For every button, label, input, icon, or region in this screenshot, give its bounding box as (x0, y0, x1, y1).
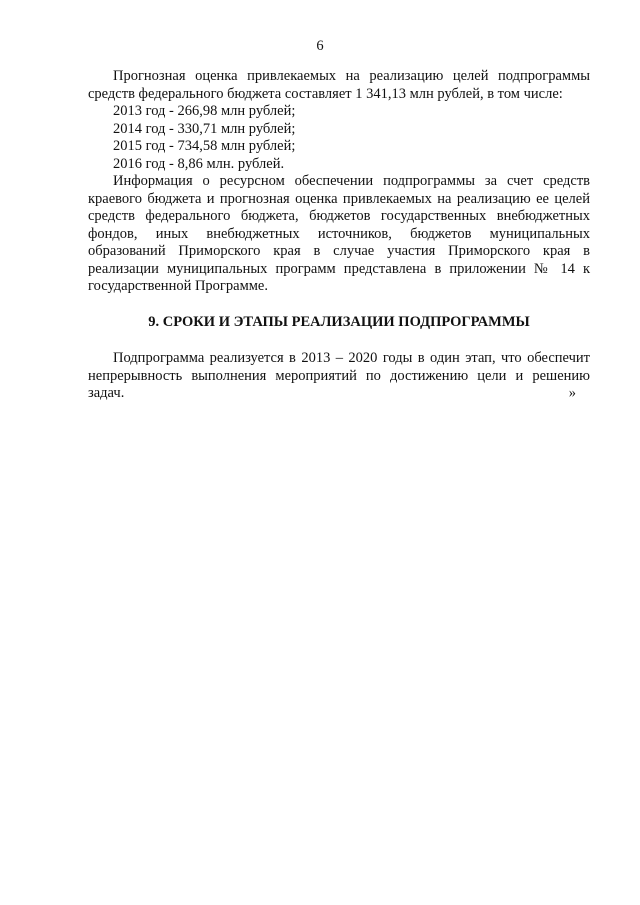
federal-budget-paragraph: Прогнозная оценка привлекаемых на реализацию целей подпрограммы средств федерального бюджета составляет 1 341,13 млн рублей, в том числе: (88, 68, 590, 102)
page-number: 6 (316, 38, 324, 54)
funding-section (88, 68, 590, 296)
year-line-2014: 2014 год - 330,71 млн рублей; (113, 120, 296, 137)
year-line-2013: 2013 год - 266,98 млн рублей; (113, 103, 296, 119)
year-line-2015: 2015 год - 734,58 млн рублей; (113, 138, 296, 154)
implementation-text: Подпрограмма реализуется в 2013 – 2020 годы в один этап, что обеспечит непрерывность выполнения мероприятий по достижению цели и решению задач. (88, 350, 590, 401)
year-line-2016: 2016 год - 8,86 млн. рублей. (113, 155, 285, 172)
implementation-paragraph (88, 350, 590, 403)
closing-quote: » (568, 385, 576, 401)
resource-info-paragraph: Информация о ресурсном обеспечении подпрограммы за счет средств краевого бюджета и прогнозная оценка привлекаемых на реализацию ее целей средств федерального бюджета, бюджетов государственных внебюджетных фондов, иных внебюджетных источников, бюджетов муниципальных образований Приморского края в случае участия Приморского края в реализации муниципальных программ представлена в приложении № 14 к государственной Программе. (88, 173, 590, 294)
section-9-body (88, 350, 590, 403)
section-9-heading: 9. СРОКИ И ЭТАПЫ РЕАЛИЗАЦИИ ПОДПРОГРАММЫ (148, 314, 530, 330)
